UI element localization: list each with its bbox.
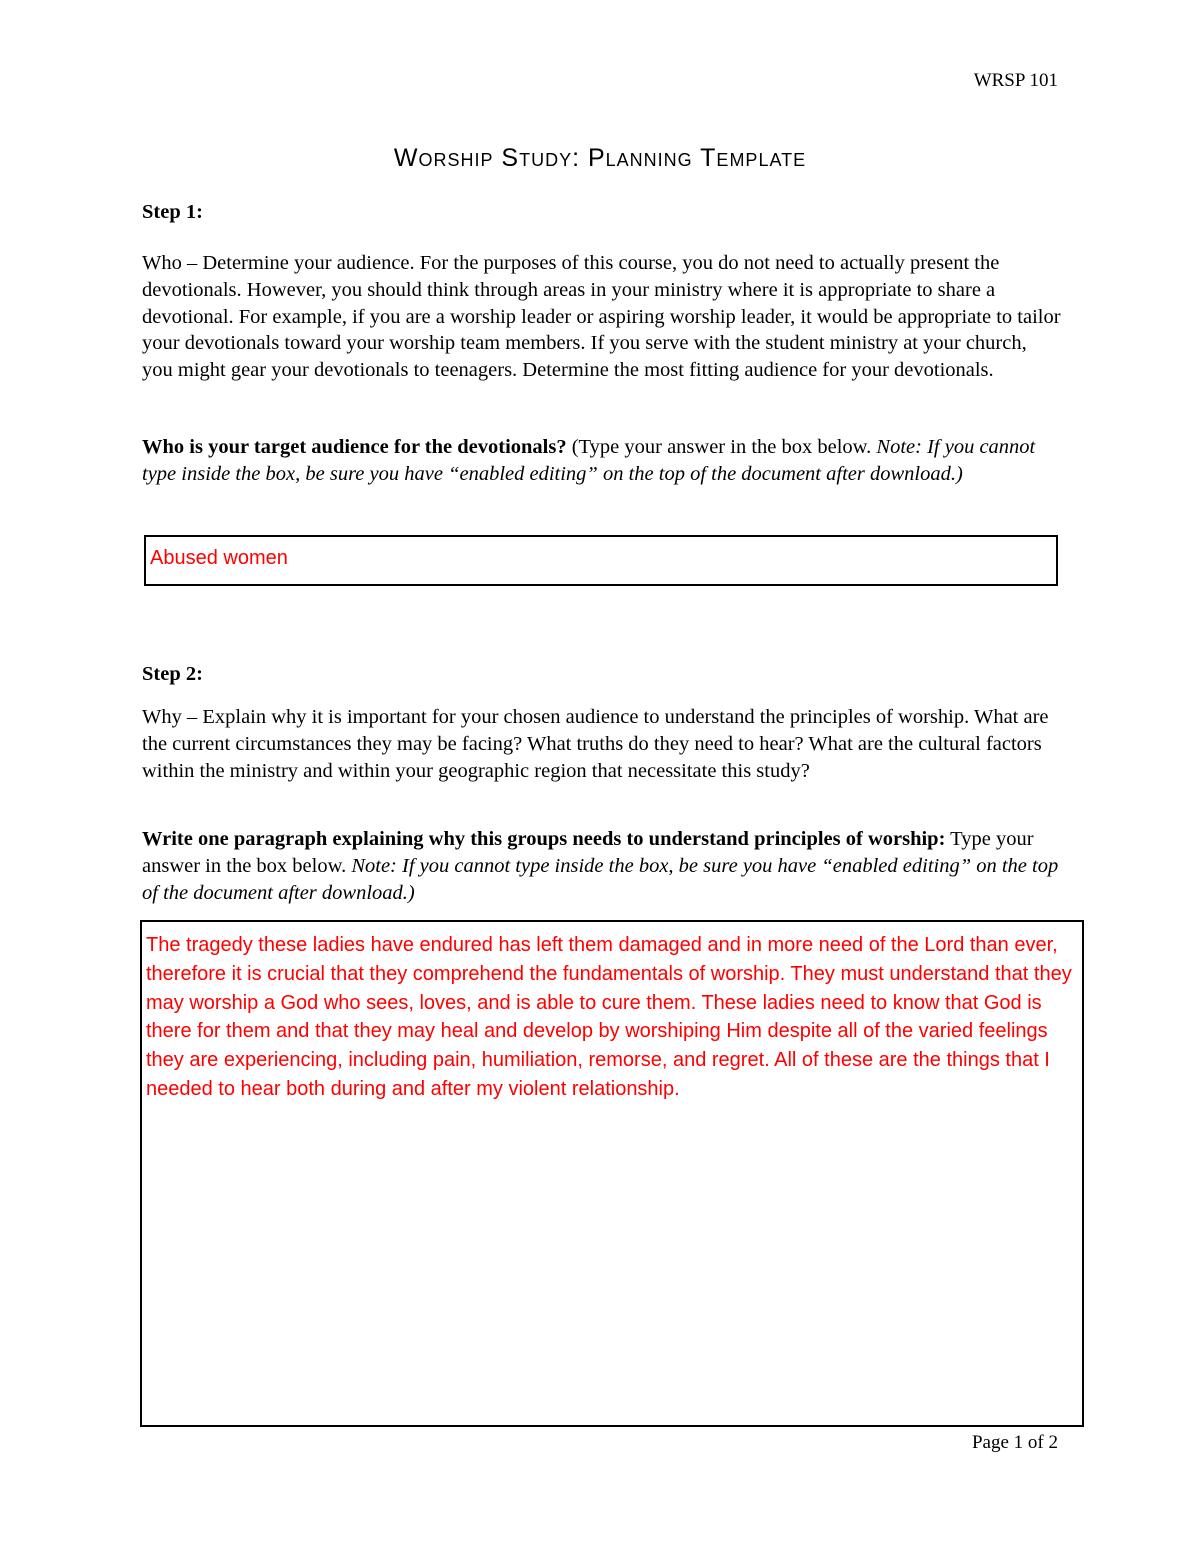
step1-note-text: If you cannot type inside the box, be sure you have “enabled editing” on the top of the document after download.) [142,436,1036,485]
step1-description: Who – Determine your audience. For the purposes of this course, you do not need to actually present the devotionals. However, you should think through areas in your ministry where it is appropriate to share a devotional. For example, if you are a worship leader or aspiring worship leader, it would be appropriate to tailor your devotionals toward your worship team members. If you serve with the student ministry at your church, you might gear your devotionals to teenagers. Determine the most fitting audience for your devotionals. [142,252,1061,382]
step1-label [142,199,1062,226]
step1-label-text: Step 1: [142,201,203,223]
step1-answer-text: Abused women [150,547,288,569]
step2-label-text: Step 2: [142,663,203,685]
step2-question: Write one paragraph explaining why this groups needs to understand principles of worship: [142,828,946,850]
course-code-header: WRSP 101 [973,70,1058,91]
step1-instruction: (Type your answer in the box below. [566,436,877,458]
step2-prompt [142,826,1062,906]
step1-answer-box[interactable] [144,535,1058,586]
step1-note-label: Note: [876,436,922,458]
page-title: Worship Study: Planning Template [393,144,807,172]
step1-prompt [142,434,1062,488]
step2-description: Why – Explain why it is important for your chosen audience to understand the principles of worship. What are the current circumstances they may be facing? What truths do they need to hear? What are the cultural factors within the ministry and within your geographic region that necessitate this study? [142,706,1049,782]
step2-label [142,661,1062,688]
step2-note-label: Note: [351,854,397,877]
step2-answer-text: The tragedy these ladies have endured has left them damaged and in more need of the Lord than ever, therefore it is crucial that they comprehend the fundamentals of worship. They must understand that they may worship a God who sees, loves, and is able to cure them. These ladies need to know that God is there for them and that they may heal and develop by worshiping Him despite all of the varied feelings they are experiencing, including pain, humiliation, remorse, and regret. All of these are the things that I needed to hear both during and after my violent relationship. [146,934,1072,1100]
step2-instruction: Type your answer in the box below. [142,828,1034,877]
page-number: Page 1 of 2 [971,1432,1058,1453]
step2-note-text: If you cannot type inside the box, be sure you have “enabled editing” on the top of the document after download.) [142,854,1059,904]
step1-question: Who is your target audience for the devotionals? [142,436,567,458]
step2-answer-box[interactable] [140,920,1084,1427]
